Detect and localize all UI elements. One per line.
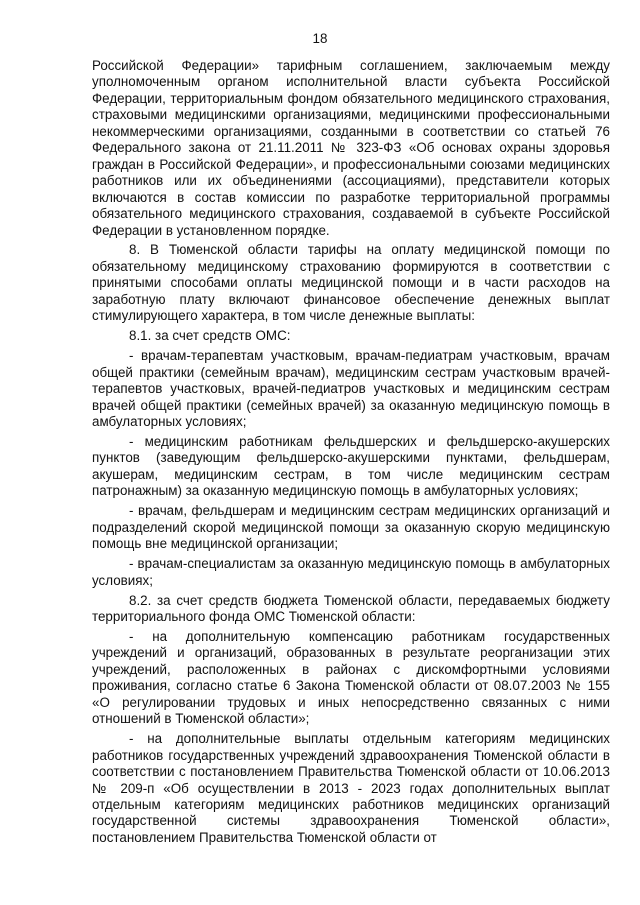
- list-item-compensation: - на дополнительную компенсацию работникам государственных учреждений и организаций, образованных в результате реорганизации этих учреждений, расположенных в районах с дискомфортными условиями проживания, согласно статье 6 Закона Тюменской области от 08.07.2003 № 155 «О регулировании трудовых и иных непосредственно связанных с ними отношений в Тюменской области»;: [92, 628, 610, 727]
- list-item-feldsher-points: - медицинским работникам фельдшерских и фельдшерско-акушерских пунктов (заведующим фельдшерско-акушерскими пунктами, фельдшерам, акушерам, медицинским сестрам, в том числе медицинским сестрам патронажным) за оказанную медицинскую помощь в амбулаторных условиях;: [92, 433, 610, 499]
- paragraph-item-8-1: 8.1. за счет средств ОМС:: [129, 328, 291, 344]
- page-number: 18: [312, 31, 328, 46]
- document-body: [92, 58, 610, 846]
- list-item-specialists: - врачам-специалистам за оказанную медицинскую помощь в амбулаторных условиях;: [92, 556, 610, 588]
- paragraph-item-8-2: 8.2. за счет средств бюджета Тюменской области, передаваемых бюджету территориального фонда ОМС Тюменской области:: [92, 592, 610, 624]
- list-item-therapists: - врачам-терапевтам участковым, врачам-педиатрам участковым, врачам общей практики (семейным врачам), медицинским сестрам участковым врачей-терапевтов участковых, врачей-педиатров участковых и медицинским сестрам врачей общей практики (семейных врачей) за оказанную медицинскую помощь в амбулаторных условиях;: [92, 348, 610, 430]
- list-item-emergency-care: - врачам, фельдшерам и медицинским сестрам медицинских организаций и подразделений скорой медицинской помощи за оказанную скорую медицинскую помощь вне медицинской организации;: [92, 503, 610, 552]
- paragraph-item-8: 8. В Тюменской области тарифы на оплату медицинской помощи по обязательному медицинскому страхованию формируются в соответствии с принятыми способами оплаты медицинской помощи и в части расходов на заработную плату включают финансовое обеспечение денежных выплат стимулирующего характера, в том числе денежные выплаты:: [92, 242, 610, 324]
- paragraph-continuation: Российской Федерации» тарифным соглашением, заключаемым между уполномоченным органом исполнительной власти субъекта Российской Федерации, территориальным фондом обязательного медицинского страхования, страховыми медицинскими организациями, медицинскими профессиональными некоммерческими организациями, созданными в соответствии со статьей 76 Федерального закона от 21.11.2011 № 323-ФЗ «Об основах охраны здоровья граждан в Российской Федерации», и профессиональными союзами медицинских работников или их объединениями (ассоциациями), представители которых включаются в состав комиссии по разработке территориальной программы обязательного медицинского страхования, создаваемой в субъекте Российской Федерации в установленном порядке.: [92, 58, 610, 238]
- list-item-additional-payments: - на дополнительные выплаты отдельным категориям медицинских работников государственных учреждений здравоохранения Тюменской области в соответствии с постановлением Правительства Тюменской области от 10.06.2013 № 209-п «Об осуществлении в 2013 - 2023 годах дополнительных выплат отдельным категориям медицинских работников медицинских организаций государственной системы здравоохранения Тюменской области», постановлением Правительства Тюменской области от: [92, 731, 610, 845]
